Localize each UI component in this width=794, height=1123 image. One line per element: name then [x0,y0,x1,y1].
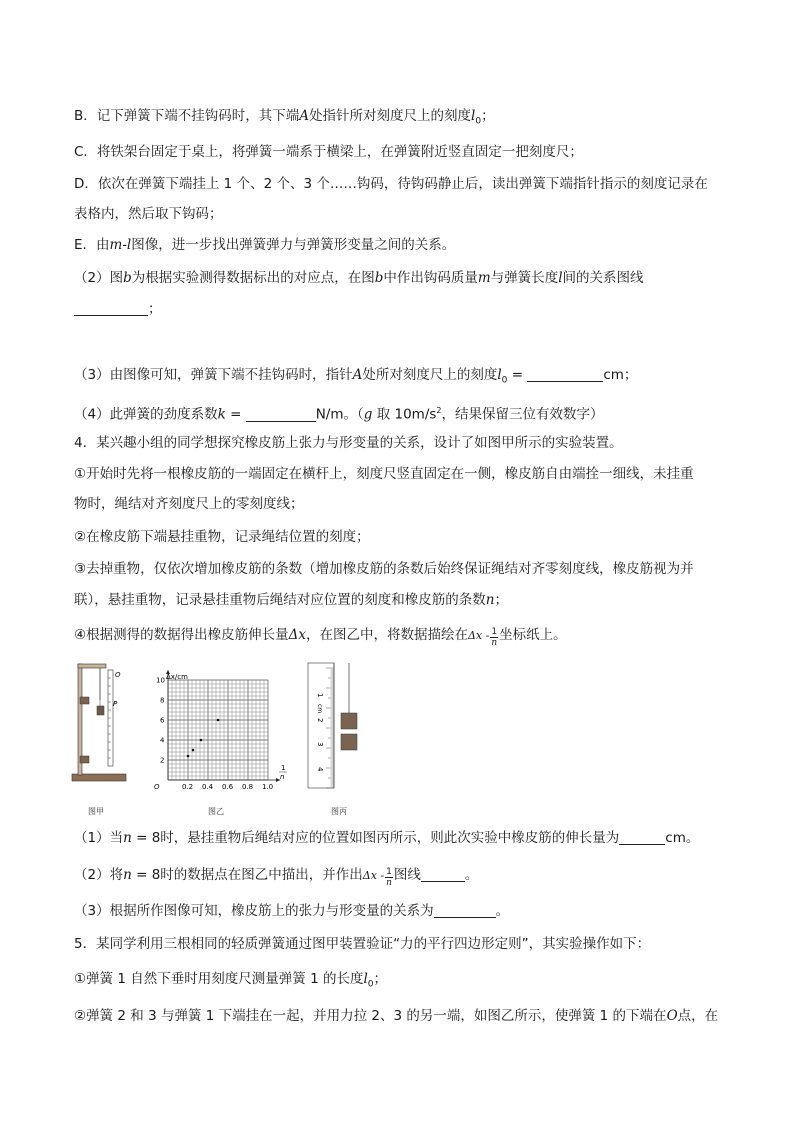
fraction-1-over-n: $\frac{1}{n}$ [491,627,498,648]
answer-blank[interactable] [246,407,316,422]
q4-intro: 4．某兴趣小组的同学想探究橡皮筋上张力与形变量的关系，设计了如图甲所示的实验装置。 [74,435,623,451]
q4-sub3: （3）根据所作图像可知，橡皮筋上的张力与形变量的关系为 。 [74,903,510,919]
q4-step2: ②在橡皮筋下端悬挂重物，记录绳结位置的刻度； [74,529,370,545]
chart-points [187,719,220,758]
q5-step2: ②弹簧 2 和 3 与弹簧 1 下端挂在一起，并用力拉 2、3 的另一端，如图乙所示，使弹簧 1 的下端在O点，在 [74,1008,719,1024]
chart-grid [168,680,268,780]
x-tick-label: 0.4 [202,783,214,791]
answer-blank[interactable] [434,903,496,918]
tick-label-4: 4 [316,767,324,772]
x-axis-label-den: n [280,773,285,781]
chart-ticks [156,677,273,792]
data-point [200,739,203,742]
clamp-upper [80,697,89,704]
q3-step-b: B．记下弹簧下端不挂钩码时，其下端A处指针所对刻度尺上的刻度$l_0$； [74,108,495,127]
q5-step1: ①弹簧 1 自然下垂时用刻度尺测量弹簧 1 的长度$l_0$； [74,971,388,990]
figure-yi-chart [150,665,300,800]
x-tick-label: 1.0 [262,783,274,791]
origin-label: O [154,783,160,791]
tick-label-2: 2 [316,718,324,723]
q4-sub1: （1）当n = 8时，悬挂重物后绳结对应的位置如图丙所示，则此次实验中橡皮筋的伸长量为 cm。 [74,830,700,846]
answer-blank[interactable] [421,867,465,882]
q3-step-d-line2: 表格内，然后取下钩码； [74,206,223,222]
q3-step-c: C．将铁架台固定于桌上，将弹簧一端系于横梁上，在弹簧附近竖直固定一把刻度尺； [74,144,583,160]
q4-step3-line2: 联），悬挂重物，记录悬挂重物后绳结对应位置的刻度和橡皮筋的条数n； [74,592,508,608]
weight-lower [341,734,357,750]
y-tick-label: 2 [160,756,165,765]
q4-sub2: （2）将n = 8时的数据点在图乙中描出，并作出Δx - $\frac{1}{n}$ 图线 。 [74,867,479,888]
q3-part4: （4）此弹簧的劲度系数k = N/m。（g 取 $10m/s^2$，结果保留三位有效数字） [74,406,604,423]
tick-label-3: 3 [316,742,324,747]
y-tick-label: 10 [156,676,165,685]
q5-intro: 5．某同学利用三根相同的轻质弹簧通过图甲装置验证“力的平行四边形定则”，其实验操作如下： [74,936,651,952]
answer-blank[interactable] [527,367,603,382]
label-P: P [113,700,118,708]
q3-part2-answer-line: ； [74,299,162,319]
y-axis-label: Δx/cm [166,673,188,681]
weight-upper [341,713,357,729]
data-point [192,749,195,752]
label-O: O [115,671,121,679]
x-tick-label: 0.6 [222,783,234,791]
q4-step4: ④根据测得的数据得出橡皮筋伸长量Δx，在图乙中，将数据描绘在Δx - $\frac{1}{n}$ 坐标纸上。 [74,627,567,648]
hanging-weight [97,706,104,715]
figure-bing-ruler [305,660,365,795]
x-tick-label: 0.2 [182,783,194,791]
fraction-1-over-n: $\frac{1}{n}$ [386,867,392,888]
q3-part3: （3）由图像可知，弹簧下端不挂钩码时，指针A处所对刻度尺上的刻度$l_0$ = cm； [74,367,638,386]
x-axis-label-num: 1 [281,764,286,772]
figure-jia-apparatus [70,660,130,790]
caption-bing: 图丙 [331,807,347,816]
data-point [187,755,190,758]
x-tick-label: 0.8 [242,783,254,791]
q4-step1-line1: ①开始时先将一根橡皮筋的一端固定在横杆上，刻度尺竖直固定在一侧，橡皮筋自由端拴一细线，未挂重 [74,466,694,482]
clamp-lower [80,756,89,763]
q3-step-d-line1: D．依次在弹簧下端挂上 1 个、2 个、3 个……钩码，待钩码静止后，读出弹簧下端指针指示的刻度记录在 [74,176,708,192]
chart-axes [166,670,280,782]
y-tick-label: 6 [160,716,165,725]
tick-label-cm: cm [316,704,323,714]
tick-label-1: 1 [316,693,324,698]
q3-step-e: E．由m-l图像，进一步找出弹簧弹力与弹簧形变量之间的关系。 [74,237,456,253]
q3-part2: （2）图b为根据实验测得数据标出的对应点，在图b中作出钩码质量m与弹簧长度l间的关系图线 [74,270,644,286]
data-point [217,719,220,722]
y-tick-label: 8 [160,696,165,705]
caption-jia: 图甲 [88,807,104,816]
y-tick-label: 4 [160,736,165,745]
q4-step1-line2: 物时，绳结对齐刻度尺上的零刻度线； [74,496,304,512]
caption-yi: 图乙 [208,807,224,816]
crossbar [78,664,106,668]
answer-blank[interactable] [74,301,148,316]
answer-blank[interactable] [619,830,665,845]
q4-step3-line1: ③去掉重物，仅依次增加橡皮筋的条数（增加橡皮筋的条数后始终保证绳结对齐零刻度线，橡皮筋视为并 [74,561,694,577]
